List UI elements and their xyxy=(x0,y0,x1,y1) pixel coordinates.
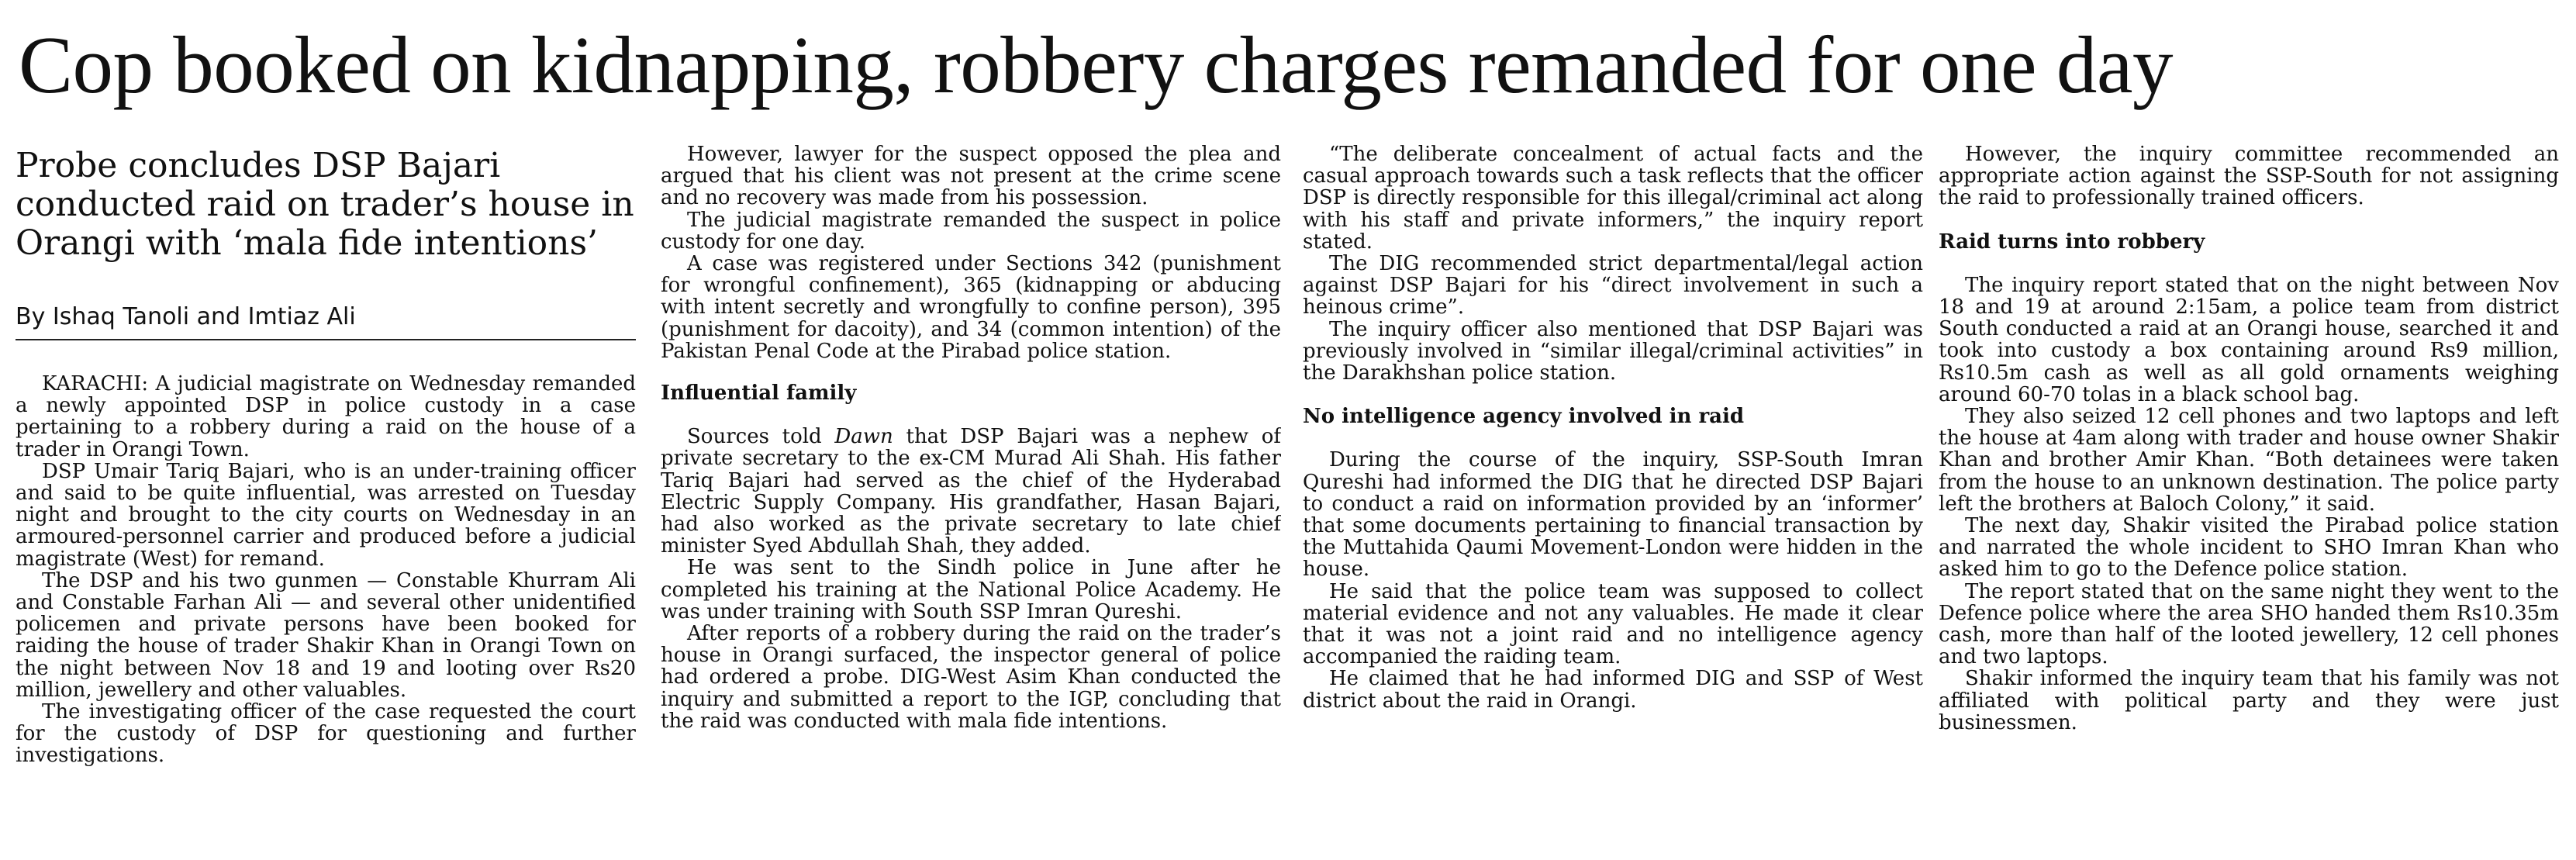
column-2 xyxy=(661,143,1281,854)
paragraph: He was sent to the Sindh police in June after he completed his training at the National Police Academy. He was under training with South SSP Imran Qureshi. xyxy=(661,556,1281,623)
paragraph: A case was registered under Sections 342 (punishment for wrongful confinement), 365 (kidnapping or abducing with intent secretly and wrongfully to confine person), 395 (punishment for dacoity), and 34 (common intention) of the Pakistan Penal Code at the Pirabad police station. xyxy=(661,252,1281,363)
paragraph: The DIG recommended strict departmental/legal action against DSP Bajari for his “direct involvement in such a heinous crime”. xyxy=(1303,252,1923,319)
subheading-influential-family: Influential family xyxy=(661,382,857,406)
paragraph: The DSP and his two gunmen — Constable Khurram Ali and Constable Farhan Ali — and several other unidentified policemen and private persons have been booked for raiding the house of trader Shakir Khan in Orangi Town on the night between Nov 18 and 19 and looting over Rs20 million, jewellery and other valuables. xyxy=(16,568,636,702)
paragraph: “The deliberate concealment of actual facts and the casual approach towards such a task reflects that the officer DSP is directly responsible for this illegal/criminal act along with his staff and private informers,” the inquiry report stated. xyxy=(1303,143,1923,254)
headline: Cop booked on kidnapping, robbery charges remanded for one day xyxy=(19,19,2173,110)
column-3 xyxy=(1303,143,1923,854)
column-4 xyxy=(1939,143,2559,854)
byline: By Ishaq Tanoli and Imtiaz Ali xyxy=(16,303,636,340)
paragraph: After reports of a robbery during the raid on the trader’s house in Orangi surfaced, the inspector general of police had ordered a probe. DIG-West Asim Khan conducted the inquiry and submitted a report to the IGP, concluding that the raid was conducted with mala fide intentions. xyxy=(661,622,1281,733)
deck: Probe concludes DSP Bajari conducted raid on trader’s house in Orangi with ‘mala fide intentions’ xyxy=(16,146,634,263)
dawn-italic: Dawn xyxy=(834,425,893,449)
column-1 xyxy=(16,143,636,854)
paragraph: KARACHI: A judicial magistrate on Wednesday remanded a newly appointed DSP in police custody in a case pertaining to a robbery during a raid on the house of a trader in Orangi Town. xyxy=(16,372,636,461)
paragraph: They also seized 12 cell phones and two laptops and left the house at 4am along with trader and house owner Shakir Khan and brother Amir Khan. “Both detainees were taken from the house to an unknown destination. The police party left the brothers at Baloch Colony,” it said. xyxy=(1939,405,2559,516)
paragraph: The report stated that on the same night they went to the Defence police where the area SHO handed them Rs10.35m cash, more than half of the looted jewellery, 12 cell phones and two laptops. xyxy=(1939,579,2559,669)
paragraph: The judicial magistrate remanded the suspect in police custody for one day. xyxy=(661,208,1281,254)
paragraph: Shakir informed the inquiry team that his family was not affiliated with political party and they were just businessmen. xyxy=(1939,667,2559,734)
text-run: Sources told xyxy=(687,425,835,449)
subheading-no-intelligence-agency: No intelligence agency involved in raid xyxy=(1303,405,1745,429)
paragraph: The next day, Shakir visited the Pirabad police station and narrated the whole incident to SHO Imran Khan who asked him to go to the Defence police station. xyxy=(1939,514,2559,582)
paragraph: He said that the police team was supposed to collect material evidence and not any valuables. He made it clear that it was not a joint raid and no intelligence agency accompanied the raiding team. xyxy=(1303,579,1923,669)
paragraph: DSP Umair Tariq Bajari, who is an under-training officer and said to be quite influential, was arrested on Tuesday night and brought to the city courts on Wednesday in an armoured-personnel carrier and produced before a judicial magistrate (West) for remand. xyxy=(16,459,636,571)
paragraph: The investigating officer of the case requested the court for the custody of DSP for questioning and further investigations. xyxy=(16,700,636,768)
paragraph: However, the inquiry committee recommended an appropriate action against the SSP-South for not assigning the raid to professionally trained officers. xyxy=(1939,143,2559,210)
paragraph xyxy=(661,426,1281,557)
paragraph: The inquiry report stated that on the night between Nov 18 and 19 at around 2:15am, a police team from district South conducted a raid at an Orangi house, searched it and took into custody a box containing around Rs9 million, Rs10.5m cash as well as all gold ornaments weighing around 60-70 tolas in a black school bag. xyxy=(1939,273,2559,406)
paragraph: The inquiry officer also mentioned that DSP Bajari was previously involved in “similar illegal/criminal activities” in the Darakhshan police station. xyxy=(1303,317,1923,385)
paragraph: During the course of the inquiry, SSP-South Imran Qureshi had informed the DIG that he directed DSP Bajari to conduct a raid on information provided by an ‘informer’ that some documents pertaining to financial transaction by the Muttahida Qaumi Movement-London were hidden in the house. xyxy=(1303,448,1923,582)
subheading-raid-turns-into-robbery: Raid turns into robbery xyxy=(1939,230,2205,254)
paragraph: However, lawyer for the suspect opposed the plea and argued that his client was not present at the crime scene and no recovery was made from his possession. xyxy=(661,143,1281,210)
text-run: that DSP Bajari was a nephew of private secretary to the ex-CM Murad Ali Shah. His father Tariq Bajari had served as the chief of the Hyderabad Electric Supply Company. His grandfather, Hasan Bajari, had also worked as the private secretary to late chief minister Syed Abdullah Shah, they added. xyxy=(661,425,1281,558)
paragraph: He claimed that he had informed DIG and SSP of West district about the raid in Orangi. xyxy=(1303,667,1923,713)
